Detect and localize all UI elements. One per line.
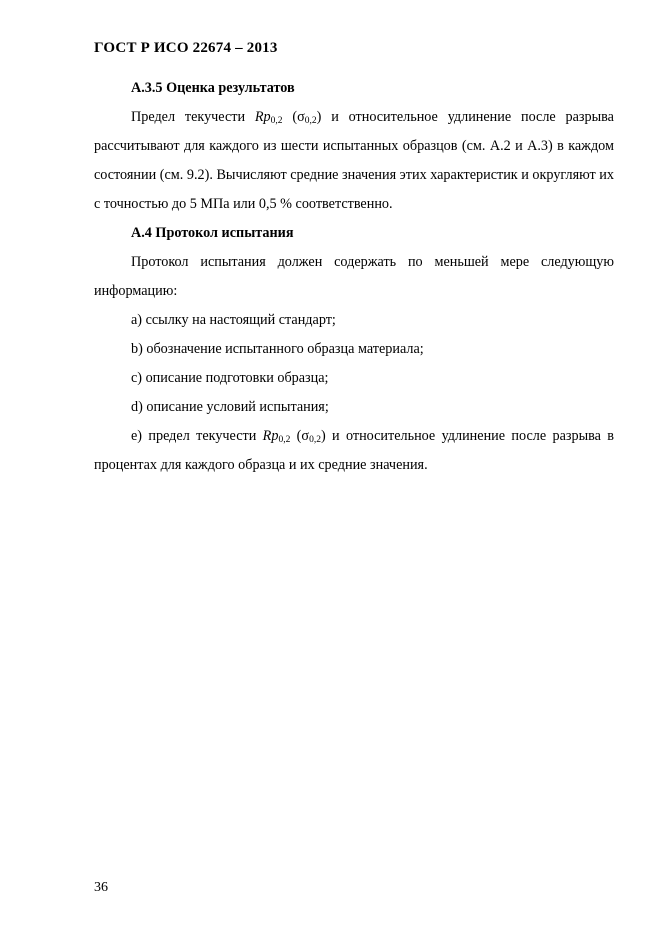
list-item: а) ссылку на настоящий стандарт; — [131, 312, 336, 328]
section-heading-a35: А.3.5 Оценка результатов — [131, 80, 295, 96]
page-content — [94, 74, 614, 480]
list-item: d) описание условий испытания; — [131, 399, 329, 415]
subscript-rp: 0,2 — [278, 435, 291, 445]
text-run: e) предел текучести — [131, 428, 263, 444]
list-item: b) обозначение испытанного образца материала; — [131, 341, 424, 357]
subscript-sigma: 0,2 — [304, 116, 317, 126]
paren-open: ( — [282, 109, 298, 125]
symbol-sigma: σ — [297, 109, 305, 125]
symbol-sigma: σ — [301, 428, 310, 444]
paren-open: ( — [290, 428, 302, 444]
paragraph-protocol-intro: Протокол испытания должен содержать по меньшей мере следующую информацию: — [94, 254, 614, 299]
page-number: 36 — [94, 880, 108, 895]
text-run: и относительное удлинение после разрыва рассчитывают для каждого из шести испытанных образцов (см. А.2 и А.3) в каждом состоянии (см. 9.2). Вычисляют средние значения этих характеристик и округляют их с точностью до 5 МПа или 0,5 % соответственно. — [94, 109, 614, 212]
list-item: c) описание подготовки образца; — [131, 370, 329, 386]
section-heading-a4: А.4 Протокол испытания — [131, 225, 294, 241]
symbol-rp: Rp — [254, 109, 271, 125]
subscript-sigma: 0,2 — [309, 435, 321, 445]
paren-close: ) — [320, 428, 333, 444]
paren-close: ) — [316, 109, 332, 125]
symbol-rp: Rp — [262, 428, 279, 444]
text-run: Предел текучести — [131, 109, 255, 125]
paragraph-results — [94, 103, 614, 219]
text-run: и относительное удлинение после разрыва в процентах для каждого образца и их средние значения. — [94, 428, 614, 473]
subscript-rp: 0,2 — [270, 116, 283, 126]
list-item-e — [94, 422, 614, 480]
document-header: ГОСТ Р ИСО 22674 – 2013 — [94, 40, 278, 56]
